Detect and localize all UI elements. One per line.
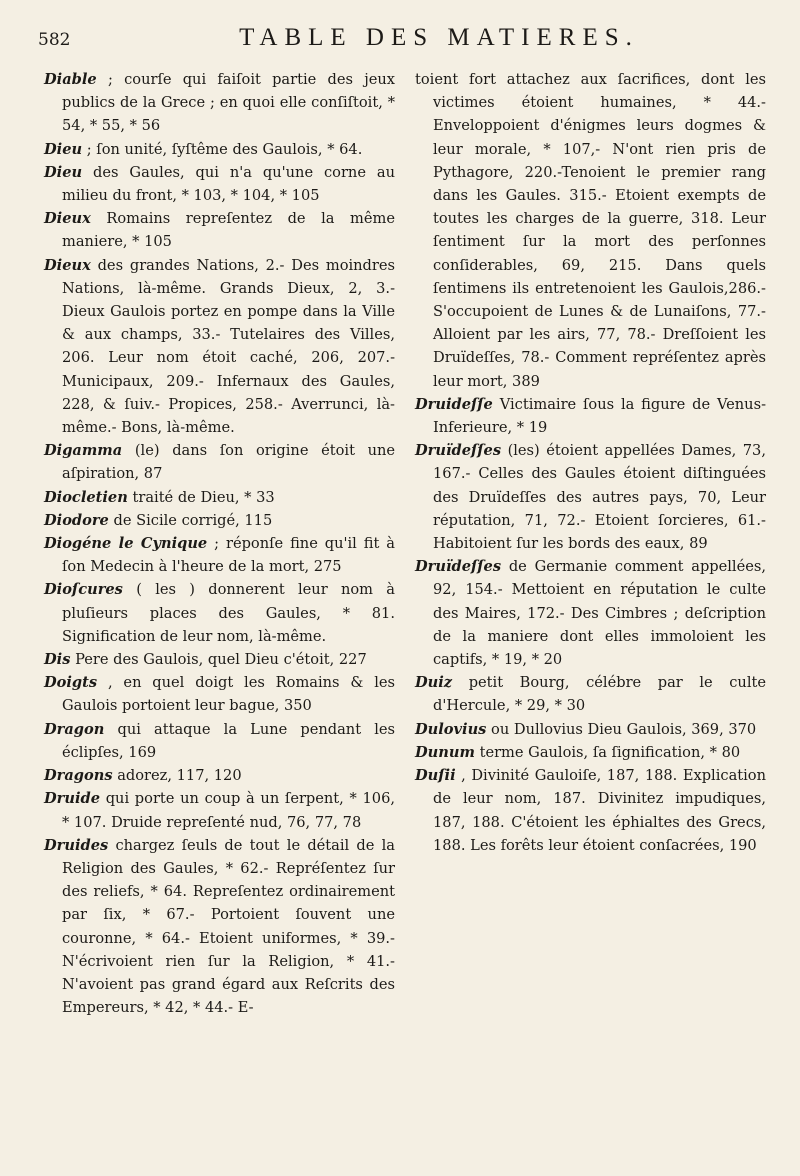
index-entry bbox=[44, 161, 395, 207]
entry-text: , en quel doigt les Romains & les Gaulois portoient leur bague, 350 bbox=[62, 674, 396, 715]
entry-headword: Dragon bbox=[44, 720, 105, 738]
index-entry bbox=[44, 439, 395, 485]
index-entry bbox=[415, 439, 766, 555]
entry-text: ; ſon unité, ſyſtême des Gaulois, * 64. bbox=[86, 140, 363, 158]
index-entry bbox=[415, 741, 766, 764]
entry-text: Romains repreſentez de la même maniere, * 105 bbox=[62, 210, 396, 251]
entry-headword: Dieu bbox=[44, 140, 83, 158]
entry-text: ; courſe qui faiſoit partie des jeux publics de la Grece ; en quoi elle conſiſtoit, * 54, * 55, * 56 bbox=[62, 71, 396, 135]
entry-text: chargez ſeuls de tout le détail de la Religion des Gaules, * 62.- Repréſentez ſur des reliefs, * 64. Repreſentez ordinairement par ſix, * 67.- Portoient ſouvent une couronne, * 64.- Etoient uniformes, * 39.- N'écrivoient rien ſur la Religion, * 41.- N'avoient pas grand égard aux Reſcrits des Empereurs, * 42, * 44.- E- bbox=[62, 836, 396, 1017]
entry-headword: Druïdeſſes bbox=[415, 558, 502, 576]
entry-text: ; réponſe fine qu'il fit à ſon Medecin à l'heure de la mort, 275 bbox=[62, 535, 395, 576]
entry-text: (le) dans ſon origine étoit une aſpiration, 87 bbox=[62, 442, 396, 483]
entry-headword: Dis bbox=[44, 651, 71, 669]
index-entry bbox=[415, 68, 766, 393]
index-entry bbox=[44, 834, 395, 1020]
index-entry bbox=[44, 532, 395, 578]
index-entry bbox=[44, 207, 395, 253]
entry-text: qui porte un coup à un ſerpent, * 106, * 107. Druide repreſenté nud, 76, 77, 78 bbox=[62, 790, 395, 831]
entry-headword: Dulovius bbox=[415, 720, 487, 738]
entry-text: Pere des Gaulois, quel Dieu c'étoit, 227 bbox=[75, 651, 367, 669]
left-column bbox=[44, 68, 395, 1019]
entry-headword: Doigts bbox=[44, 674, 98, 692]
page-number: 582 bbox=[38, 30, 71, 50]
entry-text: qui attaque la Lune pendant les éclipſes, 169 bbox=[62, 720, 395, 761]
entry-text: Victimaire ſous la figure de Venus-Inferieure, * 19 bbox=[433, 395, 767, 437]
index-entry bbox=[44, 68, 395, 138]
entry-headword: Diocletien bbox=[44, 488, 128, 506]
index-entry bbox=[44, 578, 395, 648]
page-header bbox=[38, 24, 760, 54]
entry-text: adorez, 117, 120 bbox=[117, 767, 242, 785]
entry-headword: Druides bbox=[44, 836, 109, 854]
entry-headword: Dieu bbox=[44, 163, 83, 181]
entry-text: des grandes Nations, 2.- Des moindres Nations, là-même. Grands Dieux, 2, 3.- Dieux Gaulois portez en pompe dans la Ville & aux champs, 33.- Tutelaires des Villes, 206. Leur nom étoit caché, 206, 207.- Municipaux, 209.- Infernaux des Gaules, 228, & ſuiv.- Propices, 258.- Averrunci, là-même.- Bons, là-même. bbox=[62, 256, 396, 437]
entry-text: des Gaules, qui n'a qu'une corne au milieu du front, * 103, * 104, * 105 bbox=[62, 163, 395, 205]
index-entry bbox=[415, 393, 766, 439]
right-column bbox=[415, 68, 766, 1019]
entry-text: toient fort attachez aux ſacrifices, dont les victimes étoient humaines, * 44.- Enveloppoient d'énigmes leurs dogmes & leur morale, * 107,- N'ont rien pris de Pythagore, 220.-Tenoient le premier rang dans les Gaules. 315.- Etoient exempts de toutes les charges de la guerre, 318. Leur ſentiment ſur la mort des perſonnes conſiderables, 69, 215. Dans quels ſentimens ils entretenoient les Gaulois,286.-S'occupoient de Lunes & de Lunaiſons, 77.- Alloient par les airs, 77, 78.- Dreſſoient les Druïdeſſes, 78.- Comment repréſentez après leur mort, 389 bbox=[415, 71, 766, 390]
entry-text: ( les ) donnerent leur nom à pluſieurs places des Gaules, * 81. Signification de leur nom, là-même. bbox=[62, 581, 395, 645]
index-entry bbox=[415, 555, 766, 671]
entry-headword: Duiz bbox=[415, 674, 453, 692]
index-entry bbox=[44, 509, 395, 532]
entry-headword: Dioſcures bbox=[44, 581, 123, 599]
entry-headword: Diodore bbox=[44, 511, 109, 529]
entry-text: de Germanie comment appellées, 92, 154.- Mettoient en réputation le culte des Maires, 172.- Des Cimbres ; deſcription de la maniere dont elles immoloient les captifs, * 19, * 20 bbox=[433, 558, 767, 669]
index-entry bbox=[415, 671, 766, 717]
index-entry bbox=[44, 486, 395, 509]
index-columns bbox=[44, 68, 766, 1019]
index-entry bbox=[44, 718, 395, 764]
running-title: TABLE DES MATIERES. bbox=[239, 24, 639, 51]
entry-headword: Druïdeſſes bbox=[415, 442, 502, 460]
entry-headword: Diogéne le Cynique bbox=[44, 535, 208, 553]
index-entry bbox=[44, 787, 395, 833]
entry-text: de Sicile corrigé, 115 bbox=[113, 511, 273, 529]
entry-headword: Dieux bbox=[44, 256, 91, 274]
index-entry bbox=[415, 718, 766, 741]
entry-text: traité de Dieu, * 33 bbox=[132, 488, 275, 506]
entry-headword: Dieux bbox=[44, 210, 91, 228]
entry-headword: Diable bbox=[44, 71, 97, 88]
index-entry bbox=[415, 764, 766, 857]
entry-text: , Divinité Gauloiſe, 187, 188. Explication de leur nom, 187. Divinitez impudiques, 187, 188. C'étoient les éphialtes des Grecs, 188. Les forêts leur étoient conſacrées, 190 bbox=[433, 767, 766, 854]
index-entry bbox=[44, 764, 395, 787]
entry-headword: Dunum bbox=[415, 743, 475, 761]
entry-headword: Duſii bbox=[415, 767, 456, 785]
index-entry bbox=[44, 254, 395, 440]
entry-text: petit Bourg, célébre par le culte d'Hercule, * 29, * 30 bbox=[433, 674, 766, 715]
entry-headword: Druide bbox=[44, 790, 100, 808]
entry-headword: Dragons bbox=[44, 767, 113, 785]
entry-text: (les) étoient appellées Dames, 73, 167.- Celles des Gaules étoient diſtinguées des Druïdeſſes des autres pays, 70, Leur réputation, 71, 72.- Etoient ſorcieres, 61.- Habitoient ſur les bords des eaux, 89 bbox=[433, 442, 766, 553]
index-entry bbox=[44, 648, 395, 671]
entry-headword: Druideſſe bbox=[415, 395, 493, 413]
entry-text: terme Gaulois, ſa ſignification, * 80 bbox=[479, 743, 741, 761]
entry-headword: Digamma bbox=[44, 442, 123, 460]
index-entry bbox=[44, 671, 395, 717]
entry-text: ou Dullovius Dieu Gaulois, 369, 370 bbox=[491, 720, 757, 738]
index-entry bbox=[44, 138, 395, 161]
